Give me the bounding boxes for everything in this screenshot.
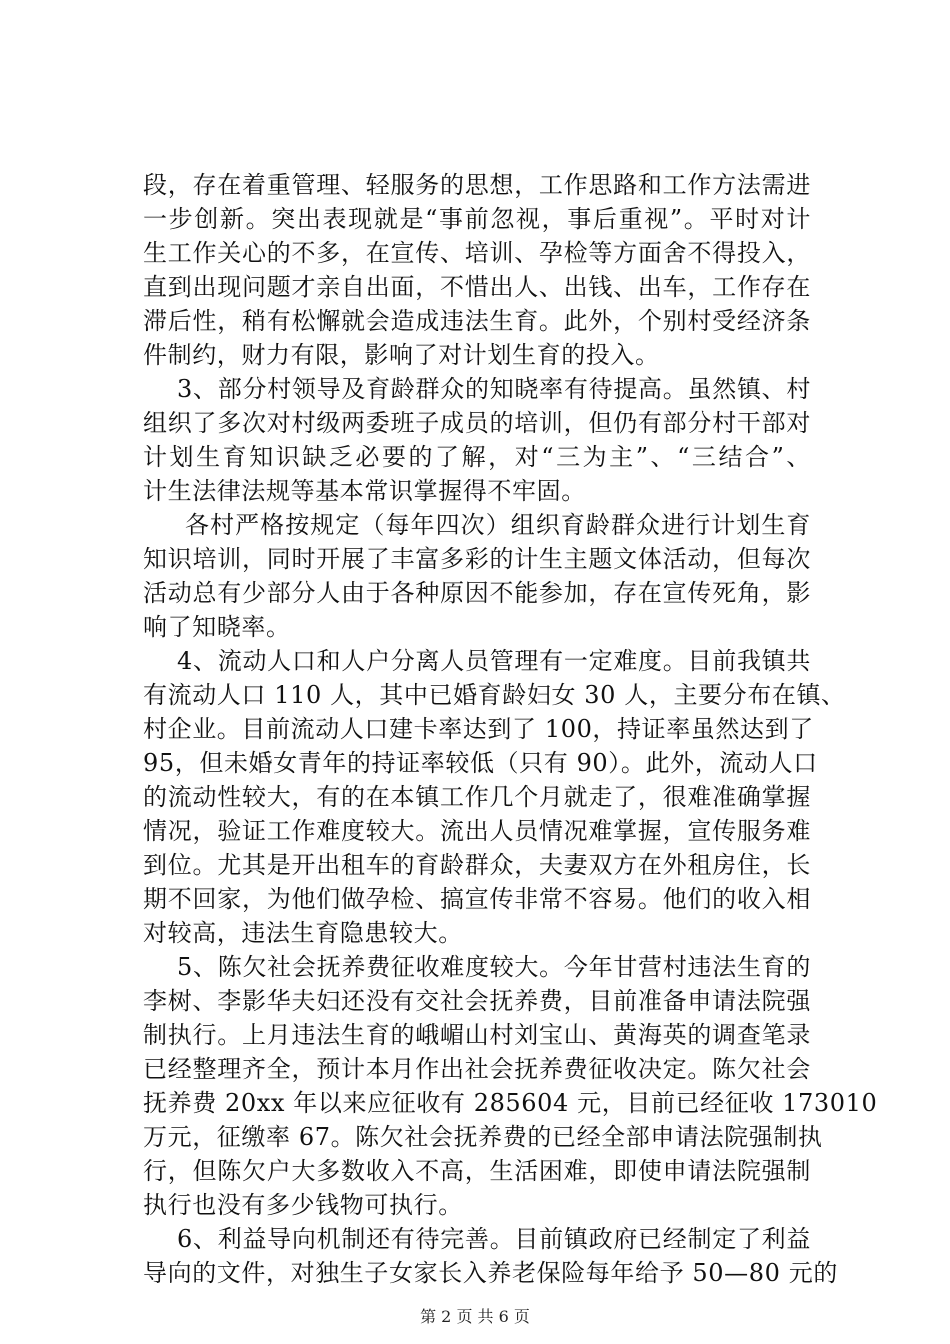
text-line: 到位。尤其是开出租车的育龄群众，夫妻双方在外租房住，长 (143, 851, 811, 879)
text-line: 导向的文件，对独生子女家长入养老保险每年给予 50—80 元的 (143, 1259, 838, 1287)
text-line: 情况，验证工作难度较大。流出人员情况难掌握，宣传服务难 (143, 817, 811, 845)
text-line: 期不回家，为他们做孕检、搞宣传非常不容易。他们的收入相 (143, 885, 811, 913)
text-line: 直到出现问题才亲自出面，不惜出人、出钱、出车，工作存在 (143, 273, 811, 301)
paragraph-heading-4: 4、流动人口和人户分离人员管理有一定难度。目前我镇共 (177, 647, 811, 675)
text-line: 行，但陈欠户大多数收入不高，生活困难，即使申请法院强制 (143, 1157, 811, 1185)
paragraph-heading-3: 3、部分村领导及育龄群众的知晓率有待提高。虽然镇、村 (177, 375, 811, 403)
paragraph-heading-5: 5、陈欠社会抚养费征收难度较大。今年甘营村违法生育的 (177, 953, 811, 981)
text-line: 滞后性，稍有松懈就会造成违法生育。此外，个别村受经济条 (143, 307, 811, 335)
text-line: 活动总有少部分人由于各种原因不能参加，存在宣传死角，影 (143, 579, 811, 607)
text-line: 计划生育知识缺乏必要的了解，对“三为主”、“三结合”、 (143, 443, 811, 471)
text-line: 组织了多次对村级两委班子成员的培训，但仍有部分村干部对 (143, 409, 811, 437)
paragraph-heading-6: 6、利益导向机制还有待完善。目前镇政府已经制定了利益 (177, 1225, 811, 1253)
text-line: 知识培训，同时开展了丰富多彩的计生主题文体活动，但每次 (143, 545, 811, 573)
text-line: 件制约，财力有限，影响了对计划生育的投入。 (143, 341, 660, 369)
text-line: 段，存在着重管理、轻服务的思想，工作思路和工作方法需进 (143, 171, 811, 199)
text-line: 抚养费 20xx 年以来应征收有 285604 元，目前已经征收 173010 (143, 1089, 878, 1117)
text-line: 的流动性较大，有的在本镇工作几个月就走了，很难准确掌握 (143, 783, 811, 811)
text-line: 有流动人口 110 人，其中已婚育龄妇女 30 人，主要分布在镇、 (143, 681, 846, 709)
text-line: 执行也没有多少钱物可执行。 (143, 1191, 463, 1219)
text-line: 响了知晓率。 (143, 613, 291, 641)
text-line: 制执行。上月违法生育的峨嵋山村刘宝山、黄海英的调查笔录 (143, 1021, 811, 1049)
page-number-footer: 第 2 页 共 6 页 (420, 1307, 530, 1326)
text-line: 生工作关心的不多，在宣传、培训、孕检等方面舍不得投入， (143, 239, 811, 267)
text-line: 已经整理齐全，预计本月作出社会抚养费征收决定。陈欠社会 (143, 1055, 811, 1083)
text-line: 万元，征缴率 67。陈欠社会抚养费的已经全部申请法院强制执 (143, 1123, 823, 1151)
text-line: 村企业。目前流动人口建卡率达到了 100，持证率虽然达到了 (143, 715, 814, 743)
text-line: 各村严格按规定（每年四次）组织育龄群众进行计划生育 (185, 511, 811, 539)
text-line: 对较高，违法生育隐患较大。 (143, 919, 463, 947)
text-line: 李树、李影华夫妇还没有交社会抚养费，目前准备申请法院强 (143, 987, 811, 1015)
text-line: 计生法律法规等基本常识掌握得不牢固。 (143, 477, 586, 505)
text-line: 一步创新。突出表现就是“事前忽视，事后重视”。平时对计 (143, 205, 811, 233)
text-line: 95，但未婚女青年的持证率较低（只有 90）。此外，流动人口 (143, 749, 818, 777)
